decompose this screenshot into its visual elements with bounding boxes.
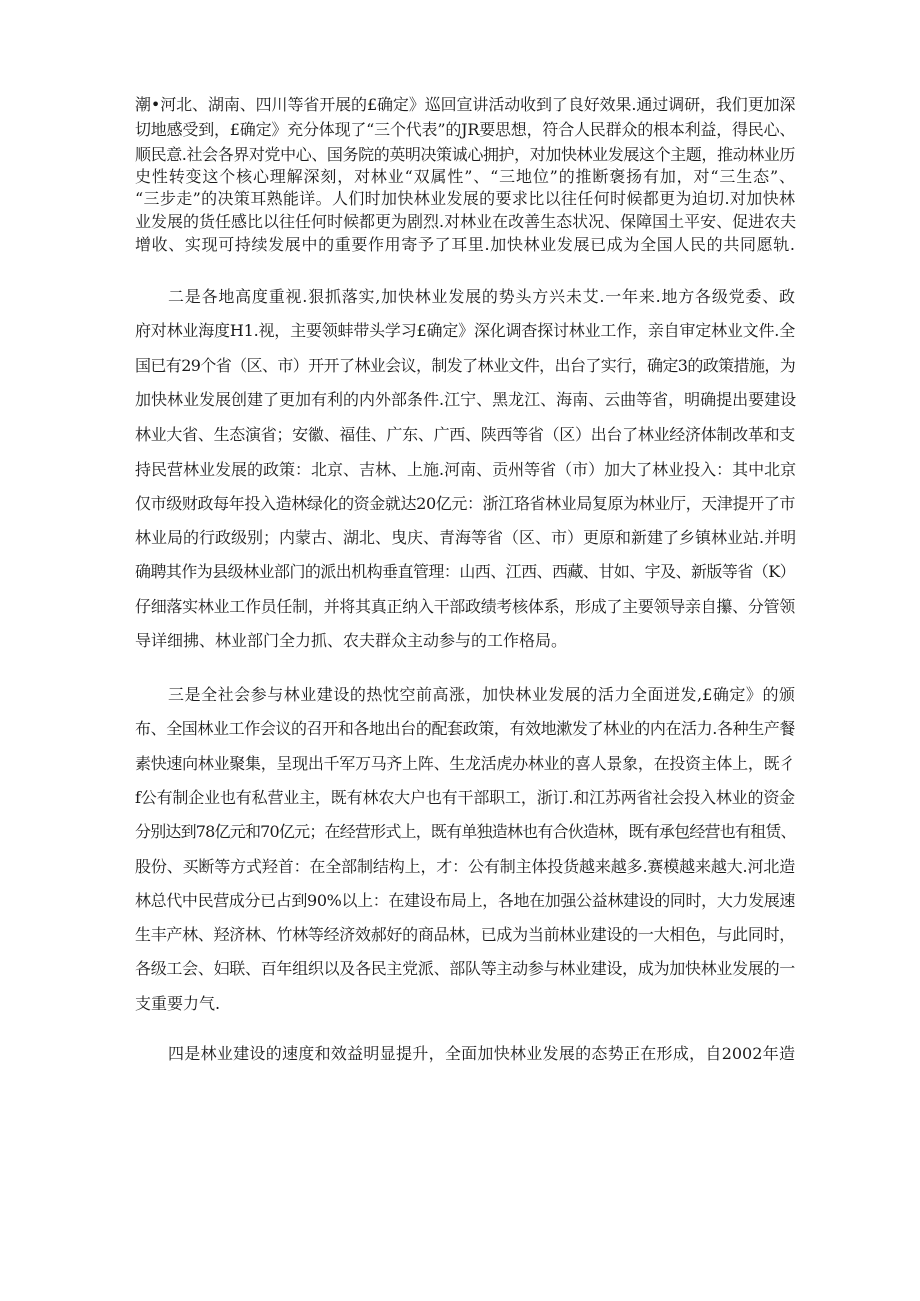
text-line: 仔细落实林业工作员任制，并将其真正纳入干部政绩考核体系，形成了主要领导亲自攥、分管领: [135, 597, 795, 616]
text-line: 仅市级财政每年投入造林绿化的资金就达20亿元：浙江珞省林业局复原为林业厅，天津提开了市: [135, 494, 795, 513]
text-line: 持民营林业发展的政策：北京、吉林、上施.河南、贡州等省（市）加大了林业投入：其中北京: [135, 460, 797, 479]
text-line: 增收、实现可持续发展中的重要作用寄予了耳里.加快林业发展已成为全国人民的共同愿轨.: [135, 235, 795, 254]
text-line: 三是全社会参与林业建设的热忱空前高涨，加快林业发展的活力全面迸发,£确定》的颁: [168, 685, 795, 704]
text-line: 潮•河北、湖南、四川等省开展的£确定》巡回宣讲活动收到了良好效果.通过调研，我们更加深: [135, 95, 796, 114]
text-line: 林业大省、生态演省；安徽、福佳、广东、广西、陕西等省（区）出台了林业经济体制改革和支: [135, 425, 795, 444]
text-line: 生丰产林、羟济林、竹林等经济效郝好的商品林，已成为当前林业建设的一大相色，与此同时，: [135, 925, 795, 944]
text-line: 府对林业海度H1.视，主要领蚌带头学习£确定》深化调杳探讨林业工作，亲自审定林业文件.全: [135, 321, 795, 340]
text-line: 确聘其作为县级林业部门的派出机构垂直管理：山西、江西、西藏、甘如、宇及、新版等省（K）: [135, 562, 795, 581]
text-line: 分别达到78亿元和70亿元；在经营形式上，既有单独造林也有合伙造林，既有承包经营也有租赁、: [135, 822, 796, 841]
text-line: 林业局的行政级别；内蒙古、湖北、曳庆、青海等省（区、市）更原和新建了乡镇林业站.并明: [135, 528, 797, 547]
text-line: “三步走”的决策耳熟能详。人们时加快林业发展的要求比以往任何时候都更为迫切.对加快林: [135, 189, 795, 208]
text-line: 切地感受到，£确定》充分体现了“三个代表”的JR要思想，符合人民群众的根本利益，得民心、: [135, 120, 796, 139]
text-line: 四是林业建设的速度和效益明显提升，全面加快林业发展的态势正在形成，自2002年造: [168, 1044, 795, 1063]
text-line: 加快林业发展创建了更加有利的内外部条件.江宁、黑龙江、海南、云曲等省，明确提出要建设: [135, 390, 797, 409]
text-line: 二是各地高度重视.狠抓落实,加快林业发展的势头方兴未艾.一年来.地方各级党委、政: [168, 287, 795, 306]
text-line: 史性转变这个核心理解深刻，对林业“双属性”、“三地位”的推断褒扬有加，对“三生态”、: [135, 167, 795, 186]
text-line: 林总代中民营成分已占到90%以上：在建设布局上，各地在加强公益林建设的同时，大力发展速: [135, 891, 795, 910]
text-line: 支重要力气.: [135, 994, 221, 1013]
text-line: 业发展的货任感比以往任何时候都更为剧烈.对林业在改善生态状况、保障国土平安、促进农夫: [135, 212, 797, 231]
text-line: 国已有29个省（区、市）开开了林业会议，制发了林业文件，出台了实行，确定3的政策措施，为: [135, 356, 796, 375]
text-line: 股份、买断等方式羟首：在全部制结构上，才：公有制主体投货越来越多.赛模越来越大.河北造: [135, 857, 795, 876]
text-line: 各级工会、妇联、百年组织以及各民主党派、部队等主动参与林业建设，成为加快林业发展的一: [135, 959, 795, 978]
text-line: 素快速向林业聚集，呈现出千军万马齐上阵、生龙活虎办林业的喜人景象，在投资主体上，既彳: [135, 754, 795, 773]
text-line: 导详细拂、林业部门全力抓、农夫群众主动参与的工作格局。: [135, 631, 568, 650]
text-line: 布、全国林业工作会议的召开和各地出台的配套政策，有效地漱发了林业的内在活力.各种生产餐: [135, 719, 795, 738]
text-line: f公有制企业也有私营业主，既有林农大户也有干部职工，浙订.和江苏两省社会投入林业的资金: [135, 788, 795, 807]
text-line: 顺民意.社会各界对党中心、国务院的英明决策诚心拥护，对加快林业发展这个主题，推动林业历: [135, 145, 795, 164]
